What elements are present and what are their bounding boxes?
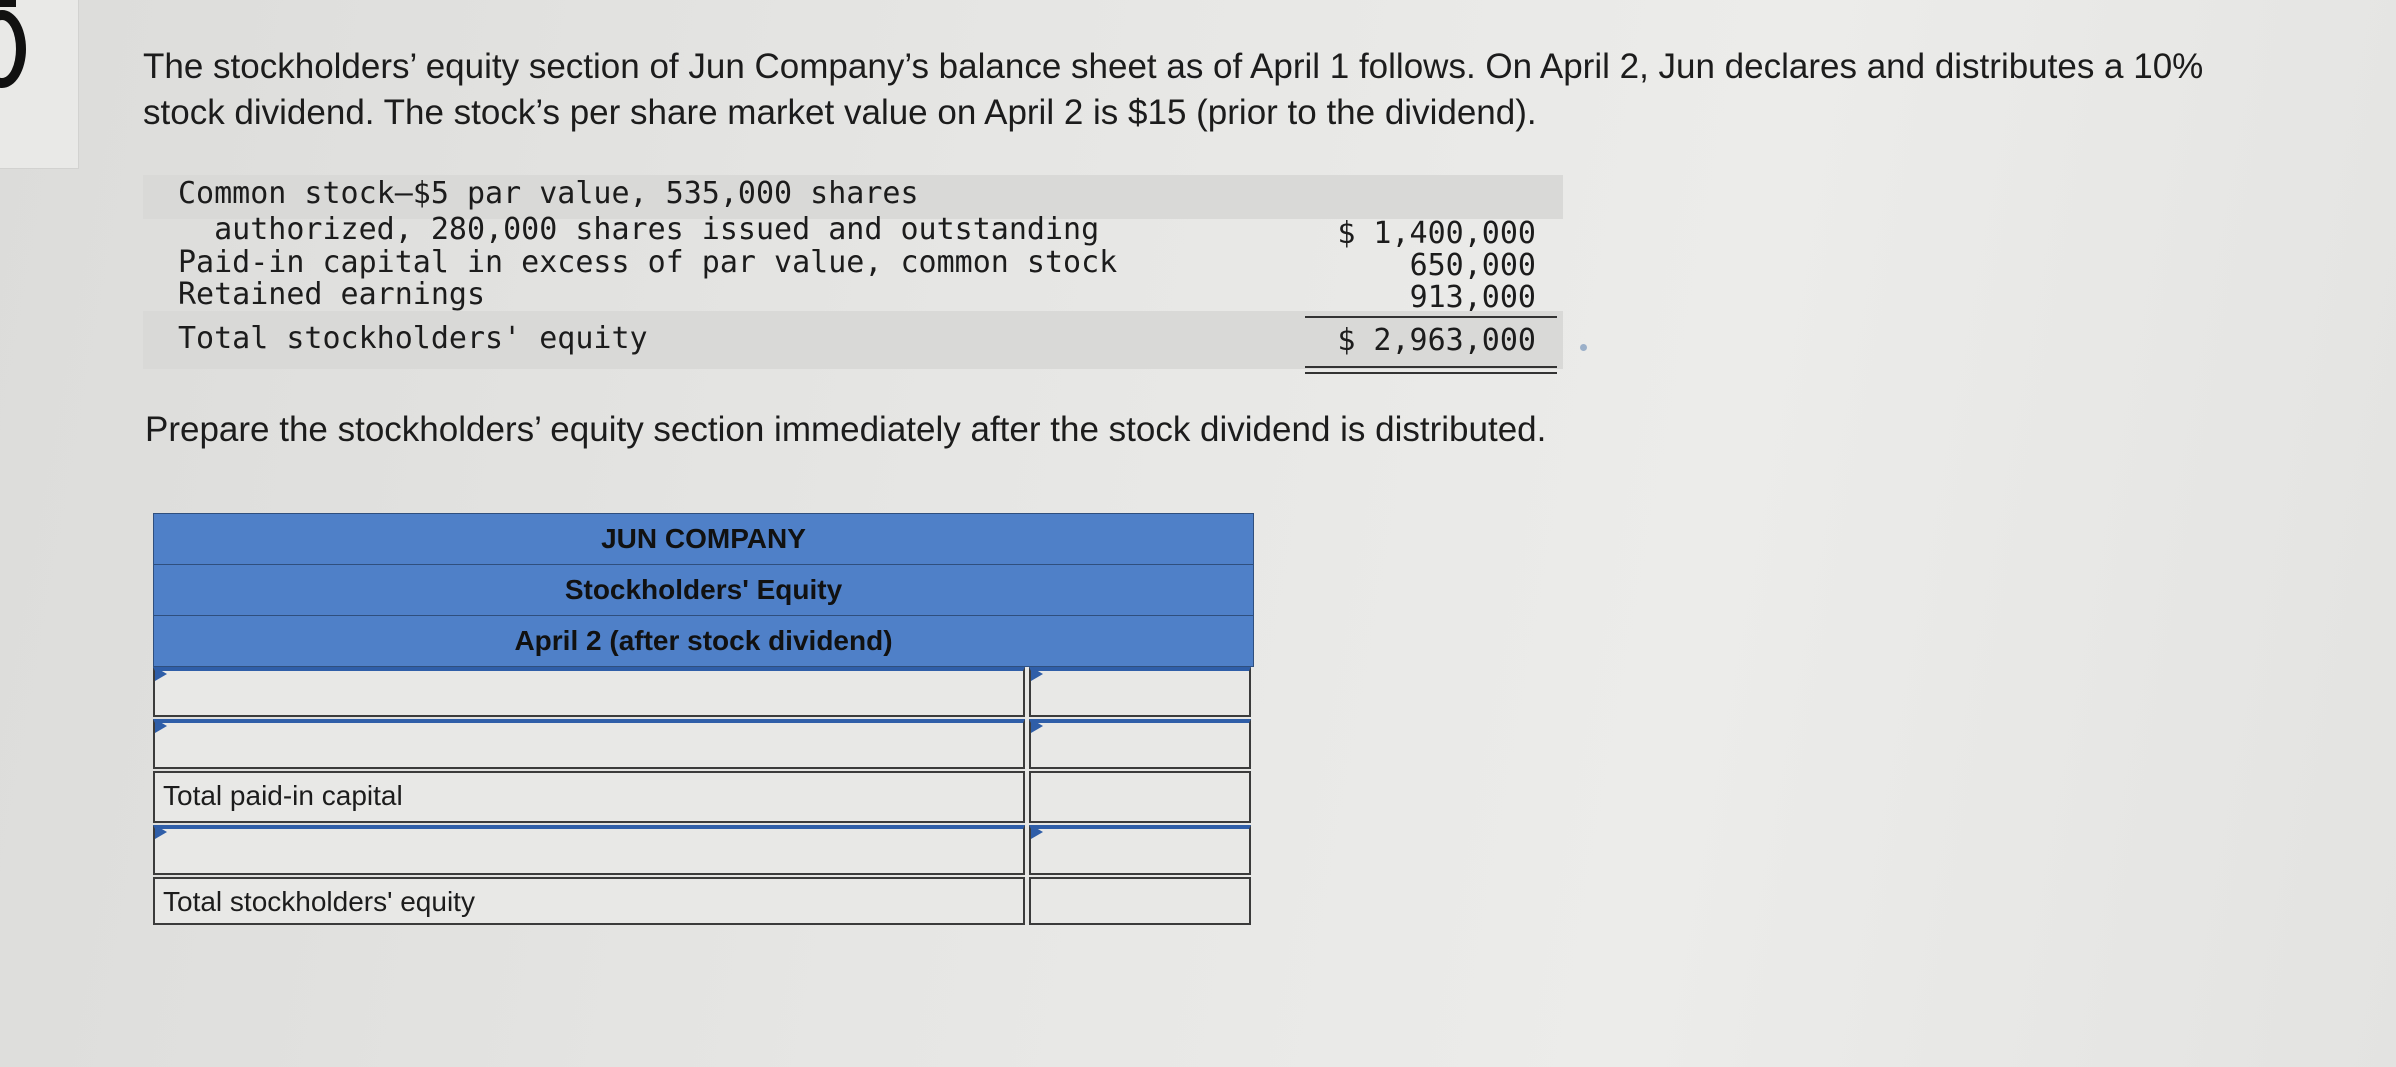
dropdown-marker-icon: [155, 667, 167, 681]
subtotal-rule: [1305, 316, 1557, 318]
marker-dot: [1580, 344, 1587, 351]
paid-in-capital-amount: 650,000: [1409, 248, 1536, 283]
account-dropdown-row3[interactable]: [153, 825, 1025, 875]
statement-date: April 2 (after stock dividend): [153, 615, 1254, 667]
account-dropdown-row1[interactable]: [153, 667, 1025, 717]
amount-input-row1[interactable]: [1029, 667, 1251, 717]
paid-in-capital-label: Paid-in capital in excess of par value, common stock: [178, 245, 1118, 280]
double-rule-bottom: [1305, 372, 1557, 374]
total-paid-in-amount[interactable]: [1029, 771, 1251, 823]
worksheet-table: [153, 513, 1254, 925]
double-rule-top: [1305, 366, 1557, 368]
amount-input-row2[interactable]: [1029, 719, 1251, 769]
total-equity-row-amount[interactable]: [1029, 877, 1251, 925]
retained-earnings-label: Retained earnings: [178, 277, 486, 312]
edge-mark-dash: [0, 0, 16, 7]
task-prompt: Prepare the stockholders’ equity section immediately after the stock dividend is distributed.: [145, 410, 1547, 449]
total-equity-row-label: Total stockholders' equity: [153, 877, 1025, 925]
account-dropdown-row2[interactable]: [153, 719, 1025, 769]
input-marker-icon: [1031, 825, 1043, 839]
total-equity-label: Total stockholders' equity: [178, 321, 648, 356]
company-name: JUN COMPANY: [153, 513, 1254, 565]
common-stock-line1: Common stock—$5 par value, 535,000 shares: [178, 176, 919, 211]
dropdown-marker-icon: [155, 719, 167, 733]
input-marker-icon: [1031, 719, 1043, 733]
total-equity-amount: $ 2,963,000: [1337, 323, 1536, 358]
common-stock-line2: authorized, 280,000 shares issued and outstanding: [178, 212, 1100, 247]
statement-title: Stockholders' Equity: [153, 564, 1254, 616]
retained-earnings-amount: 913,000: [1409, 280, 1536, 315]
problem-intro: The stockholders’ equity section of Jun Company’s balance sheet as of April 1 follows. On April 2, Jun declares and distributes a 10% stock dividend. The stock’s per share market value on April 2 is $15 (prior to the dividend).: [143, 47, 2204, 132]
amount-input-row3[interactable]: [1029, 825, 1251, 875]
input-marker-icon: [1031, 667, 1043, 681]
common-stock-amount: $ 1,400,000: [1337, 216, 1536, 251]
total-paid-in-label: Total paid-in capital: [153, 771, 1025, 823]
dropdown-marker-icon: [155, 825, 167, 839]
